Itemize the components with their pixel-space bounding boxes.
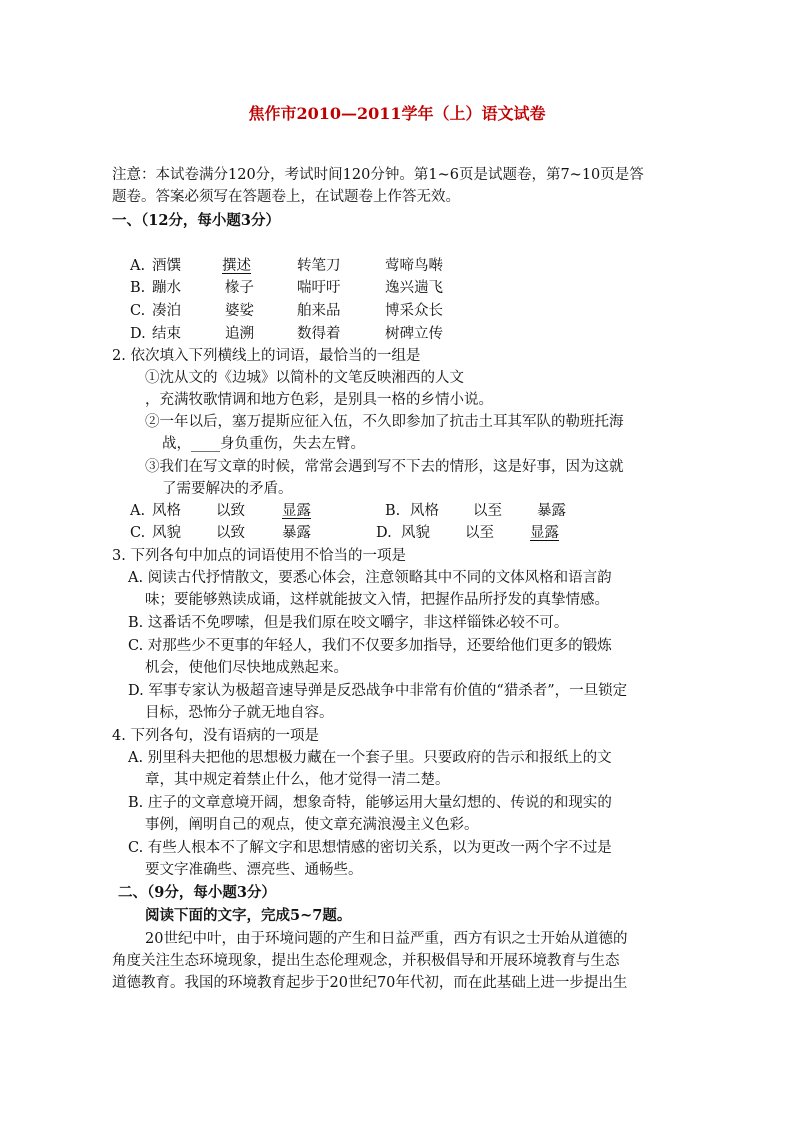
q2-stem: 2. 依次填入下列横线上的词语，最恰当的一组是 — [112, 348, 421, 364]
option-label: A. — [130, 258, 146, 274]
q2-sentence-3a: ③我们在写文章的时候，常常会遇到写不下去的情形，这是好事，因为这就 — [145, 459, 624, 475]
option-label: A. — [130, 503, 146, 519]
q3-option-c-line-2: 机会，使他们尽快地成熟起来。 — [145, 660, 348, 676]
word: 博采众长 — [385, 303, 443, 319]
option-label: D. — [376, 525, 392, 541]
word: 以致 — [216, 503, 245, 519]
q2-sentence-1a: ①沈从文的《边城》以简朴的文笔反映湘西的人文 — [145, 370, 464, 386]
q3-stem: 3. 下列各句中加点的词语使用不恰当的一项是 — [112, 548, 406, 564]
word: 椽子 — [225, 280, 254, 296]
word: 凑泊 — [152, 303, 181, 319]
word: 显露 — [282, 503, 311, 519]
notice-line-2: 题卷。答案必须写在答题卷上，在试题卷上作答无效。 — [112, 189, 460, 205]
word: 暴露 — [537, 503, 566, 519]
q3-option-d-line-2: 目标，恐怖分子就无地自容。 — [145, 705, 334, 721]
word: 风貌 — [152, 525, 181, 541]
q4-option-a-line-1: A. 别里科夫把他的思想极力藏在一个套子里。只要政府的告示和报纸上的文 — [128, 750, 612, 766]
q2-sentence-2a: ②一年以后，塞万提斯应征入伍，不久即参加了抗击土耳其军队的勒班托海 — [145, 414, 624, 430]
q3-option-d-line-1: D. 军事专家认为极超音速导弹是反恐战争中非常有价值的“猎杀者”，一旦锁定 — [128, 683, 628, 699]
word: 结束 — [152, 326, 181, 342]
q3-option-a-line-2: 味；要能够熟读成诵，这样就能披文入情，把握作品所抒发的真挚情感。 — [145, 592, 609, 608]
section-2-heading: 二、（9分，每小题3分） — [118, 884, 276, 901]
q2-sentence-3b: 了需要解决的矛盾。 — [162, 481, 293, 497]
option-label: C. — [130, 303, 146, 319]
section-1-heading: 一、（12分，每小题3分） — [112, 212, 281, 229]
q3-option-b-line-1: B. 这番话不免啰嗦，但是我们原在咬文嚼字，非这样锱铢必较不可。 — [128, 615, 569, 631]
q3-option-a-line-1: A. 阅读古代抒情散文，要悉心体会，注意领略其中不同的文体风格和语言韵 — [128, 570, 612, 586]
q4-stem: 4. 下列各句，没有语病的一项是 — [112, 728, 319, 744]
word: 以至 — [473, 503, 502, 519]
word: 暴露 — [282, 525, 311, 541]
q4-option-b-line-2: 事例，阐明自己的观点，使文章充满浪漫主义色彩。 — [145, 817, 479, 833]
word: 追溯 — [225, 326, 254, 342]
word: 酒馔 — [152, 258, 181, 274]
word: 以致 — [216, 525, 245, 541]
word: 喘吁吁 — [297, 280, 341, 296]
section-2-instruction: 阅读下面的文字，完成5~7题。 — [145, 907, 352, 924]
word: 风貌 — [401, 525, 430, 541]
word: 逸兴遄飞 — [385, 280, 443, 296]
word: 撰述 — [222, 258, 251, 274]
passage-line-1: 20世纪中叶，由于环境问题的产生和日益严重，西方有识之士开始从道德的 — [145, 931, 628, 947]
option-label: B. — [130, 280, 146, 296]
passage-line-3: 道德教育。我国的环境教育起步于20世纪70年代初，而在此基础上进一步提出生 — [112, 975, 628, 991]
q2-sentence-1b: ，充满牧歌情调和地方色彩，是别具一格的乡情小说。 — [145, 392, 493, 408]
page-title: 焦作市2010—2011学年（上）语文试卷 — [248, 104, 546, 123]
q3-option-c-line-1: C. 对那些少不更事的年轻人，我们不仅要多加指导，还要给他们更多的锻炼 — [128, 638, 612, 654]
word: 树碑立传 — [385, 326, 443, 342]
q4-option-c-line-2: 要文字准确些、漂亮些、通畅些。 — [145, 862, 363, 878]
q4-option-a-line-2: 章，其中规定着禁止什么，他才觉得一清二楚。 — [145, 772, 450, 788]
word: 风格 — [410, 503, 439, 519]
notice-line-1: 注意：本试卷满分120分，考试时间120分钟。第1~6页是试题卷，第7~10页是答 — [112, 167, 644, 183]
option-label: D. — [130, 326, 146, 342]
word: 转笔刀 — [297, 258, 341, 274]
q2-sentence-2b: 战，____身负重伤，失去左臂。 — [162, 436, 365, 452]
q4-option-c-line-1: C. 有些人根本不了解文字和思想情感的密切关系，以为更改一两个字不过是 — [128, 840, 612, 856]
word: 蹦水 — [152, 280, 181, 296]
word: 风格 — [152, 503, 181, 519]
word: 显露 — [530, 525, 559, 541]
word: 婆娑 — [225, 303, 254, 319]
word: 数得着 — [297, 326, 341, 342]
option-label: B. — [385, 503, 401, 519]
word: 莺啼鸟啭 — [385, 258, 443, 274]
passage-line-2: 角度关注生态环境现象，提出生态伦理观念，并积极倡导和开展环境教育与生态 — [112, 953, 620, 969]
q4-option-b-line-1: B. 庄子的文章意境开阔，想象奇特，能够运用大量幻想的、传说的和现实的 — [128, 795, 612, 811]
word: 以至 — [465, 525, 494, 541]
option-label: C. — [130, 525, 146, 541]
word: 舶来品 — [297, 303, 341, 319]
